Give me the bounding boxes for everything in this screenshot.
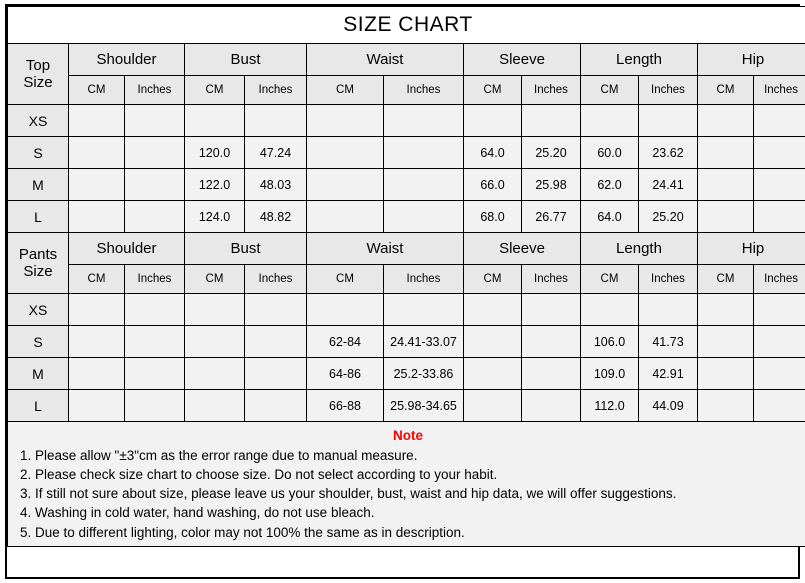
top-row-size-l: L bbox=[8, 201, 69, 233]
top-unit-3: Inches bbox=[245, 76, 307, 105]
cell bbox=[245, 326, 307, 358]
cell: 47.24 bbox=[245, 137, 307, 169]
cell: 24.41 bbox=[639, 169, 698, 201]
cell bbox=[125, 201, 185, 233]
pants-measure-bust: Bust bbox=[185, 233, 307, 265]
cell bbox=[698, 105, 754, 137]
cell bbox=[464, 326, 522, 358]
cell bbox=[464, 105, 522, 137]
cell bbox=[125, 390, 185, 422]
pants-size-header bbox=[8, 233, 69, 294]
note-title: Note bbox=[393, 428, 424, 443]
note-line-2: 2. Please check size chart to choose size. Do not select according to your habit. bbox=[20, 467, 498, 483]
top-unit-6: CM bbox=[464, 76, 522, 105]
cell: 109.0 bbox=[581, 358, 639, 390]
cell: 64.0 bbox=[464, 137, 522, 169]
cell bbox=[384, 169, 464, 201]
top-unit-7: Inches bbox=[522, 76, 581, 105]
top-unit-10: CM bbox=[698, 76, 754, 105]
top-size-header-line1: Top bbox=[25, 56, 51, 74]
pants-unit-7: Inches bbox=[522, 265, 581, 294]
cell: 66.0 bbox=[464, 169, 522, 201]
note-line-5: 5. Due to different lighting, color may not 100% the same as in description. bbox=[20, 524, 465, 540]
cell bbox=[522, 390, 581, 422]
table-row bbox=[8, 105, 805, 137]
cell bbox=[754, 358, 805, 390]
table-row bbox=[8, 358, 805, 390]
cell bbox=[581, 294, 639, 326]
cell bbox=[69, 169, 125, 201]
top-measure-hip: Hip bbox=[698, 44, 805, 76]
cell bbox=[125, 358, 185, 390]
pants-unit-1: Inches bbox=[125, 265, 185, 294]
top-row-size-s: S bbox=[8, 137, 69, 169]
cell: 25.20 bbox=[522, 137, 581, 169]
pants-measure-sleeve: Sleeve bbox=[464, 233, 581, 265]
top-group-header-row bbox=[8, 44, 805, 76]
cell bbox=[185, 390, 245, 422]
cell bbox=[69, 390, 125, 422]
cell bbox=[754, 390, 805, 422]
note-row bbox=[8, 422, 805, 547]
pants-unit-4: CM bbox=[307, 265, 384, 294]
table-row bbox=[8, 201, 805, 233]
pants-row-size-s: S bbox=[8, 326, 69, 358]
cell bbox=[698, 358, 754, 390]
pants-unit-0: CM bbox=[69, 265, 125, 294]
cell: 120.0 bbox=[185, 137, 245, 169]
cell bbox=[69, 137, 125, 169]
table-row bbox=[8, 390, 805, 422]
note-cell bbox=[8, 422, 805, 547]
pants-unit-2: CM bbox=[185, 265, 245, 294]
pants-unit-5: Inches bbox=[384, 265, 464, 294]
pants-size-header-line1: Pants bbox=[18, 245, 58, 263]
cell: 25.98 bbox=[522, 169, 581, 201]
cell bbox=[245, 294, 307, 326]
cell bbox=[384, 294, 464, 326]
top-measure-length: Length bbox=[581, 44, 698, 76]
cell bbox=[125, 169, 185, 201]
cell bbox=[307, 294, 384, 326]
cell bbox=[384, 201, 464, 233]
cell: 124.0 bbox=[185, 201, 245, 233]
top-unit-11: Inches bbox=[754, 76, 805, 105]
pants-row-size-xs: XS bbox=[8, 294, 69, 326]
cell: 48.03 bbox=[245, 169, 307, 201]
top-size-header-line2: Size bbox=[23, 74, 53, 91]
top-measure-waist: Waist bbox=[307, 44, 464, 76]
cell: 48.82 bbox=[245, 201, 307, 233]
title-row bbox=[8, 7, 805, 44]
table-row bbox=[8, 326, 805, 358]
cell bbox=[464, 358, 522, 390]
cell: 64-86 bbox=[307, 358, 384, 390]
pants-unit-10: CM bbox=[698, 265, 754, 294]
cell bbox=[639, 105, 698, 137]
cell bbox=[125, 326, 185, 358]
top-measure-bust: Bust bbox=[185, 44, 307, 76]
cell: 60.0 bbox=[581, 137, 639, 169]
cell bbox=[245, 358, 307, 390]
cell bbox=[245, 390, 307, 422]
table-row bbox=[8, 294, 805, 326]
cell bbox=[464, 390, 522, 422]
pants-unit-3: Inches bbox=[245, 265, 307, 294]
top-measure-sleeve: Sleeve bbox=[464, 44, 581, 76]
cell bbox=[698, 169, 754, 201]
cell: 68.0 bbox=[464, 201, 522, 233]
cell bbox=[69, 326, 125, 358]
top-unit-2: CM bbox=[185, 76, 245, 105]
cell: 26.77 bbox=[522, 201, 581, 233]
pants-unit-11: Inches bbox=[754, 265, 805, 294]
cell bbox=[754, 105, 805, 137]
pants-measure-waist: Waist bbox=[307, 233, 464, 265]
cell bbox=[307, 105, 384, 137]
cell bbox=[581, 105, 639, 137]
cell bbox=[245, 105, 307, 137]
cell bbox=[698, 326, 754, 358]
cell bbox=[698, 390, 754, 422]
page-title: SIZE CHART bbox=[8, 7, 805, 44]
pants-group-header-row bbox=[8, 233, 805, 265]
pants-measure-shoulder: Shoulder bbox=[69, 233, 185, 265]
cell: 66-88 bbox=[307, 390, 384, 422]
top-measure-shoulder: Shoulder bbox=[69, 44, 185, 76]
cell bbox=[69, 294, 125, 326]
pants-unit-9: Inches bbox=[639, 265, 698, 294]
cell bbox=[754, 326, 805, 358]
note-line-3: 3. If still not sure about size, please leave us your shoulder, bust, waist and hip data, we will offer suggestions. bbox=[20, 486, 677, 502]
cell bbox=[125, 294, 185, 326]
cell bbox=[69, 358, 125, 390]
top-unit-0: CM bbox=[69, 76, 125, 105]
top-size-header bbox=[8, 44, 69, 105]
cell bbox=[754, 137, 805, 169]
cell bbox=[185, 358, 245, 390]
cell bbox=[125, 137, 185, 169]
top-unit-1: Inches bbox=[125, 76, 185, 105]
cell bbox=[522, 294, 581, 326]
pants-size-header-line2: Size bbox=[23, 263, 53, 280]
cell: 42.91 bbox=[639, 358, 698, 390]
cell bbox=[185, 326, 245, 358]
cell: 25.98-34.65 bbox=[384, 390, 464, 422]
cell: 122.0 bbox=[185, 169, 245, 201]
cell bbox=[698, 137, 754, 169]
cell bbox=[384, 137, 464, 169]
cell bbox=[754, 169, 805, 201]
cell bbox=[698, 294, 754, 326]
cell bbox=[307, 201, 384, 233]
cell bbox=[754, 294, 805, 326]
cell bbox=[384, 105, 464, 137]
top-unit-8: CM bbox=[581, 76, 639, 105]
cell: 24.41-33.07 bbox=[384, 326, 464, 358]
top-row-size-m: M bbox=[8, 169, 69, 201]
size-chart-table bbox=[7, 6, 805, 547]
note-box bbox=[8, 422, 805, 546]
size-chart-container bbox=[5, 4, 800, 579]
cell bbox=[464, 294, 522, 326]
cell: 62-84 bbox=[307, 326, 384, 358]
pants-unit-6: CM bbox=[464, 265, 522, 294]
cell bbox=[522, 105, 581, 137]
cell bbox=[307, 137, 384, 169]
cell bbox=[639, 294, 698, 326]
cell bbox=[185, 294, 245, 326]
cell bbox=[522, 326, 581, 358]
cell: 25.2-33.86 bbox=[384, 358, 464, 390]
cell: 23.62 bbox=[639, 137, 698, 169]
cell bbox=[522, 358, 581, 390]
pants-unit-8: CM bbox=[581, 265, 639, 294]
cell bbox=[69, 201, 125, 233]
cell bbox=[185, 105, 245, 137]
pants-measure-hip: Hip bbox=[698, 233, 805, 265]
pants-measure-length: Length bbox=[581, 233, 698, 265]
cell bbox=[307, 169, 384, 201]
table-row bbox=[8, 137, 805, 169]
table-row bbox=[8, 169, 805, 201]
pants-unit-row bbox=[8, 265, 805, 294]
top-unit-9: Inches bbox=[639, 76, 698, 105]
top-row-size-xs: XS bbox=[8, 105, 69, 137]
cell: 62.0 bbox=[581, 169, 639, 201]
cell: 112.0 bbox=[581, 390, 639, 422]
cell: 106.0 bbox=[581, 326, 639, 358]
pants-row-size-l: L bbox=[8, 390, 69, 422]
cell bbox=[754, 201, 805, 233]
top-unit-5: Inches bbox=[384, 76, 464, 105]
top-unit-row bbox=[8, 76, 805, 105]
cell: 64.0 bbox=[581, 201, 639, 233]
cell: 25.20 bbox=[639, 201, 698, 233]
cell: 41.73 bbox=[639, 326, 698, 358]
cell bbox=[125, 105, 185, 137]
cell bbox=[69, 105, 125, 137]
cell: 44.09 bbox=[639, 390, 698, 422]
pants-row-size-m: M bbox=[8, 358, 69, 390]
cell bbox=[698, 201, 754, 233]
top-unit-4: CM bbox=[307, 76, 384, 105]
note-line-4: 4. Washing in cold water, hand washing, do not use bleach. bbox=[20, 505, 375, 521]
note-line-1: 1. Please allow "±3"cm as the error range due to manual measure. bbox=[20, 448, 418, 463]
